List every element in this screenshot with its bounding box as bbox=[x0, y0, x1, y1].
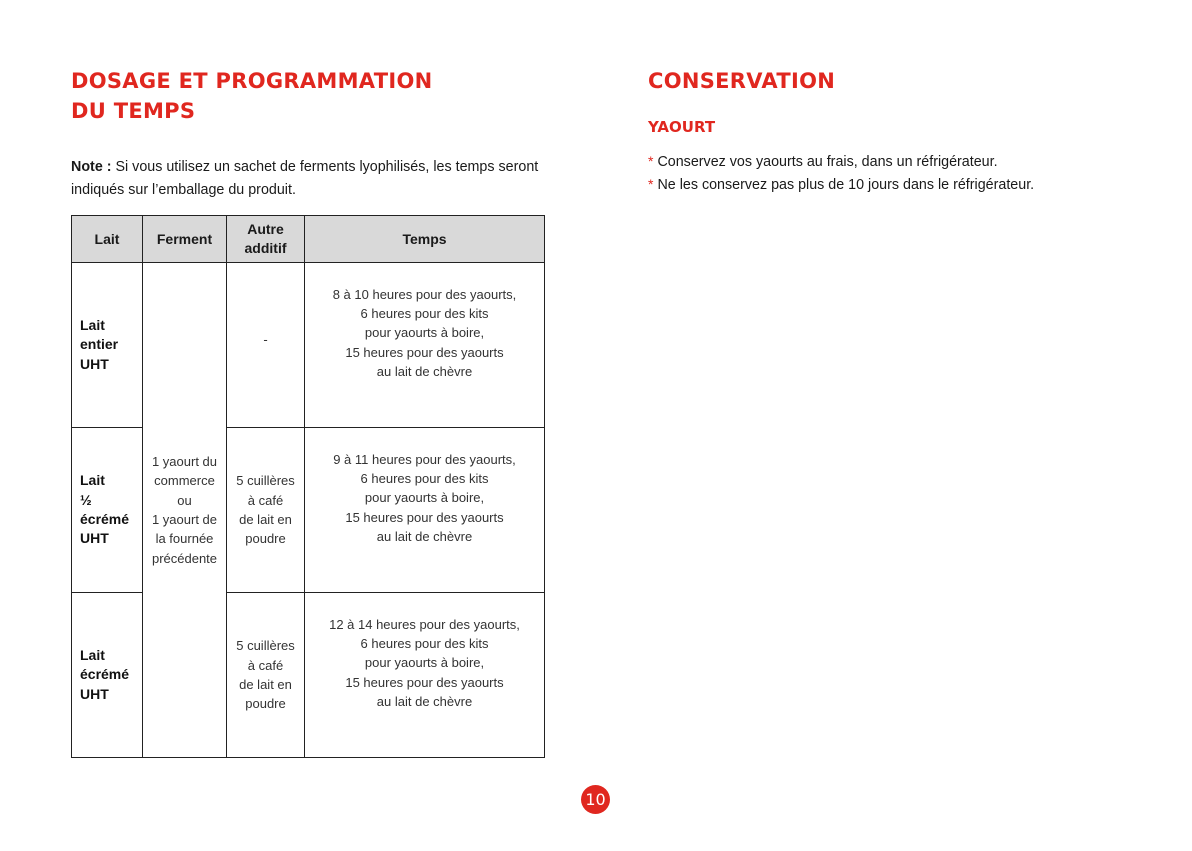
title-line: DU TEMPS bbox=[71, 99, 196, 123]
cell-line: à café bbox=[247, 492, 284, 508]
cell-line: 15 heures pour des yaourts bbox=[345, 344, 504, 360]
cell-line: Lait bbox=[80, 472, 105, 489]
cell-additif bbox=[227, 263, 305, 428]
table-row bbox=[72, 428, 545, 593]
asterisk-bullet-icon: * bbox=[648, 176, 654, 192]
header-line: Autre bbox=[247, 221, 284, 237]
cell-line: 9 à 11 heures pour des yaourts, bbox=[333, 451, 516, 467]
cell-line: ½ bbox=[80, 491, 92, 508]
cell-line: 12 à 14 heures pour des yaourts, bbox=[329, 616, 520, 632]
cell-line: poudre bbox=[245, 696, 286, 712]
cell-line: de lait en bbox=[239, 512, 292, 527]
header-autre-additif bbox=[227, 216, 305, 263]
cell-additif bbox=[227, 428, 305, 593]
cell-line: au lait de chèvre bbox=[376, 693, 473, 709]
dosage-table bbox=[71, 215, 545, 758]
cell-line: Lait bbox=[80, 647, 105, 664]
cell-line: commerce bbox=[154, 473, 215, 489]
header-line: additif bbox=[244, 240, 287, 256]
cell-line: 15 heures pour des yaourts bbox=[345, 509, 504, 525]
cell-line: 6 heures pour des kits bbox=[360, 636, 489, 652]
cell-line: UHT bbox=[80, 685, 109, 702]
section-title-conservation: CONSERVATION bbox=[648, 69, 836, 93]
cell-line: UHT bbox=[80, 355, 109, 372]
cell-line: pour yaourts à boire, bbox=[364, 325, 485, 341]
cell-line: - bbox=[263, 332, 268, 348]
cell-line: pour yaourts à boire, bbox=[364, 655, 485, 671]
cell-temps bbox=[305, 593, 545, 758]
section-title-dosage bbox=[71, 66, 551, 126]
cell-temps bbox=[305, 263, 545, 428]
list-item-text: Ne les conservez pas plus de 10 jours dans le réfrigérateur. bbox=[657, 177, 1035, 193]
cell-line: écrémé bbox=[80, 666, 130, 683]
cell-line: 8 à 10 heures pour des yaourts, bbox=[332, 286, 517, 302]
cell-line: 15 heures pour des yaourts bbox=[345, 674, 504, 690]
header-ferment: Ferment bbox=[143, 216, 227, 263]
table-row bbox=[72, 593, 545, 758]
title-line: DOSAGE ET PROGRAMMATION bbox=[71, 69, 433, 93]
cell-ferment bbox=[143, 263, 227, 758]
cell-line: ou bbox=[177, 492, 192, 508]
cell-line: au lait de chèvre bbox=[376, 363, 473, 379]
cell-line: au lait de chèvre bbox=[376, 528, 473, 544]
cell-line: poudre bbox=[245, 531, 286, 547]
list-item bbox=[648, 150, 1034, 173]
cell-line: UHT bbox=[80, 530, 109, 547]
cell-line: Lait bbox=[80, 317, 105, 334]
header-lait: Lait bbox=[72, 216, 143, 263]
cell-line: à café bbox=[247, 657, 284, 673]
asterisk-bullet-icon: * bbox=[648, 153, 654, 169]
list-item-text: Conservez vos yaourts au frais, dans un réfrigérateur. bbox=[657, 154, 998, 170]
cell-additif bbox=[227, 593, 305, 758]
note-paragraph bbox=[71, 156, 551, 202]
cell-line: 5 cuillères bbox=[236, 638, 295, 654]
subsection-title-yaourt: YAOURT bbox=[648, 118, 716, 136]
note-text: Si vous utilisez un sachet de ferments lyophilisés, les temps seront indiqués sur l’emballage du produit. bbox=[71, 159, 539, 198]
cell-line: 1 yaourt du bbox=[151, 454, 218, 470]
cell-line: la fournée bbox=[155, 531, 214, 547]
table-row bbox=[72, 263, 545, 428]
cell-line: pour yaourts à boire, bbox=[364, 490, 485, 506]
cell-line: 6 heures pour des kits bbox=[360, 471, 489, 487]
table-header-row bbox=[72, 216, 545, 263]
cell-line: entier bbox=[80, 336, 119, 353]
conservation-list bbox=[648, 150, 1034, 196]
cell-line: 5 cuillères bbox=[236, 473, 295, 489]
cell-line: de lait en bbox=[239, 677, 292, 692]
cell-line: précédente bbox=[151, 550, 218, 566]
cell-lait bbox=[72, 428, 143, 593]
list-item bbox=[648, 173, 1034, 196]
header-temps: Temps bbox=[305, 216, 545, 263]
cell-line: écrémé bbox=[80, 511, 130, 527]
note-label: Note : bbox=[71, 159, 112, 175]
cell-lait bbox=[72, 263, 143, 428]
cell-line: 1 yaourt de bbox=[151, 512, 218, 527]
cell-lait bbox=[72, 593, 143, 758]
cell-temps bbox=[305, 428, 545, 593]
cell-line: 6 heures pour des kits bbox=[360, 306, 489, 322]
page-number-badge: 10 bbox=[581, 785, 610, 814]
